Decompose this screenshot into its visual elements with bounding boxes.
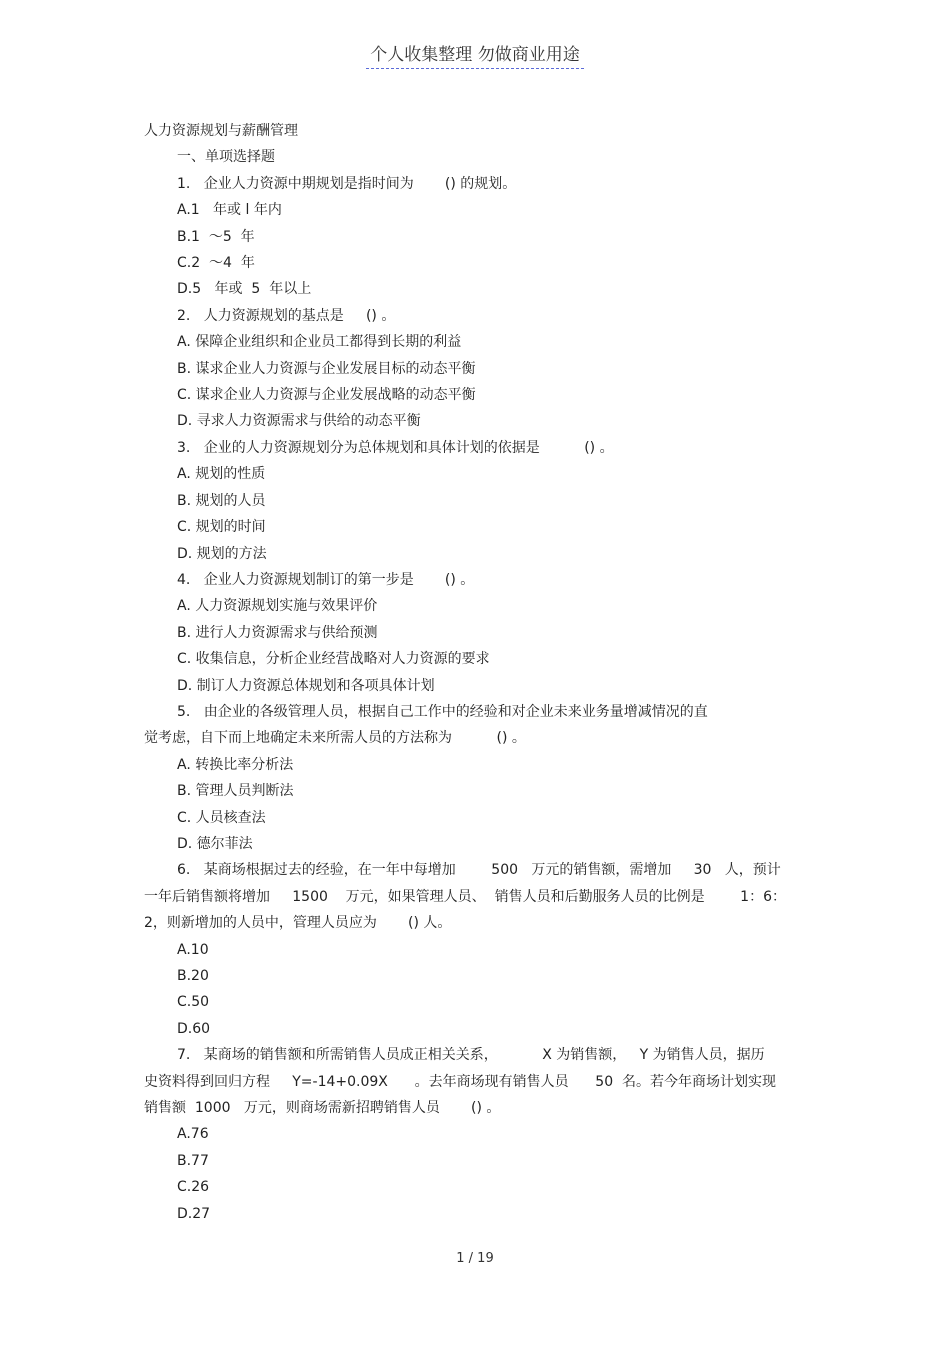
text-line: 觉考虑，自下而上地确定未来所需人员的方法称为 () 。 bbox=[144, 730, 526, 747]
text-line: D.27 bbox=[177, 1205, 211, 1222]
text-line: 一、单项选择题 bbox=[177, 149, 275, 166]
text-line: D. 制订人力资源总体规划和各项具体计划 bbox=[177, 677, 435, 694]
text-line: 人力资源规划与薪酬管理 bbox=[144, 123, 298, 139]
text-line: A. 人力资源规划实施与效果评价 bbox=[177, 598, 378, 615]
text-line: D. 德尔菲法 bbox=[177, 835, 253, 852]
text-line: 5. 由企业的各级管理人员，根据自己工作中的经验和对企业未来业务量增减情况的直 bbox=[177, 703, 708, 720]
text-line: 1. 企业人力资源中期规划是指时间为 () 的规划。 bbox=[177, 175, 517, 192]
text-line: B.77 bbox=[177, 1152, 209, 1169]
text-line: B. 谋求企业人力资源与企业发展目标的动态平衡 bbox=[177, 360, 476, 377]
text-line: A. 保障企业组织和企业员工都得到长期的利益 bbox=[177, 334, 462, 351]
text-line: 一年后销售额将增加 1500 万元，如果管理人员、 销售人员和后勤服务人员的比例是 1：6： bbox=[144, 888, 786, 905]
text-line: C.2 ～4 年 bbox=[177, 255, 255, 272]
text-line: A. 规划的性质 bbox=[177, 466, 266, 483]
text-line: 2，则新增加的人员中，管理人员应为 () 人。 bbox=[144, 915, 452, 932]
text-line: A.10 bbox=[177, 941, 209, 958]
header-text: 个人收集整理 勿做商业用途 bbox=[366, 40, 583, 69]
text-line: C. 规划的时间 bbox=[177, 519, 266, 536]
text-line: 史资料得到回归方程 Y=-14+0.09X 。去年商场现有销售人员 50 名。若今年商场计划实现 bbox=[144, 1073, 777, 1090]
document-body bbox=[144, 118, 810, 1227]
text-line: C.50 bbox=[177, 994, 210, 1011]
text-line: C.26 bbox=[177, 1179, 210, 1196]
text-line: 2. 人力资源规划的基点是 () 。 bbox=[177, 307, 396, 324]
page-header bbox=[0, 40, 950, 69]
text-line: C. 谋求企业人力资源与企业发展战略的动态平衡 bbox=[177, 387, 476, 404]
text-line: B. 管理人员判断法 bbox=[177, 783, 294, 800]
text-line: A. 转换比率分析法 bbox=[177, 756, 294, 773]
text-line: C. 人员核查法 bbox=[177, 809, 266, 826]
text-line: 3. 企业的人力资源规划分为总体规划和具体计划的依据是 () 。 bbox=[177, 439, 614, 456]
page-number: 1 / 19 bbox=[456, 1251, 494, 1266]
text-line: 4. 企业人力资源规划制订的第一步是 () 。 bbox=[177, 571, 475, 588]
text-line: B.20 bbox=[177, 968, 209, 984]
text-line: C. 收集信息，分析企业经营战略对人力资源的要求 bbox=[177, 651, 490, 668]
text-line: A.1 年或 l 年内 bbox=[177, 202, 282, 219]
text-line: 销售额 1000 万元，则商场需新招聘销售人员 () 。 bbox=[144, 1100, 501, 1117]
text-line: A.76 bbox=[177, 1126, 209, 1143]
text-line: D.60 bbox=[177, 1020, 211, 1037]
text-line: B. 进行人力资源需求与供给预测 bbox=[177, 624, 378, 641]
text-line: B.1 ～5 年 bbox=[177, 228, 255, 245]
text-line: 6. 某商场根据过去的经验，在一年中每增加 500 万元的销售额，需增加 30 人，预计 bbox=[177, 862, 781, 879]
text-line: D. 寻求人力资源需求与供给的动态平衡 bbox=[177, 413, 421, 430]
text-line: B. 规划的人员 bbox=[177, 492, 266, 509]
text-line: D.5 年或 5 年以上 bbox=[177, 281, 312, 298]
text-line: D. 规划的方法 bbox=[177, 545, 267, 562]
text-line: 7. 某商场的销售额和所需销售人员成正相关关系， X 为销售额， Y 为销售人员，据历 bbox=[177, 1047, 765, 1064]
